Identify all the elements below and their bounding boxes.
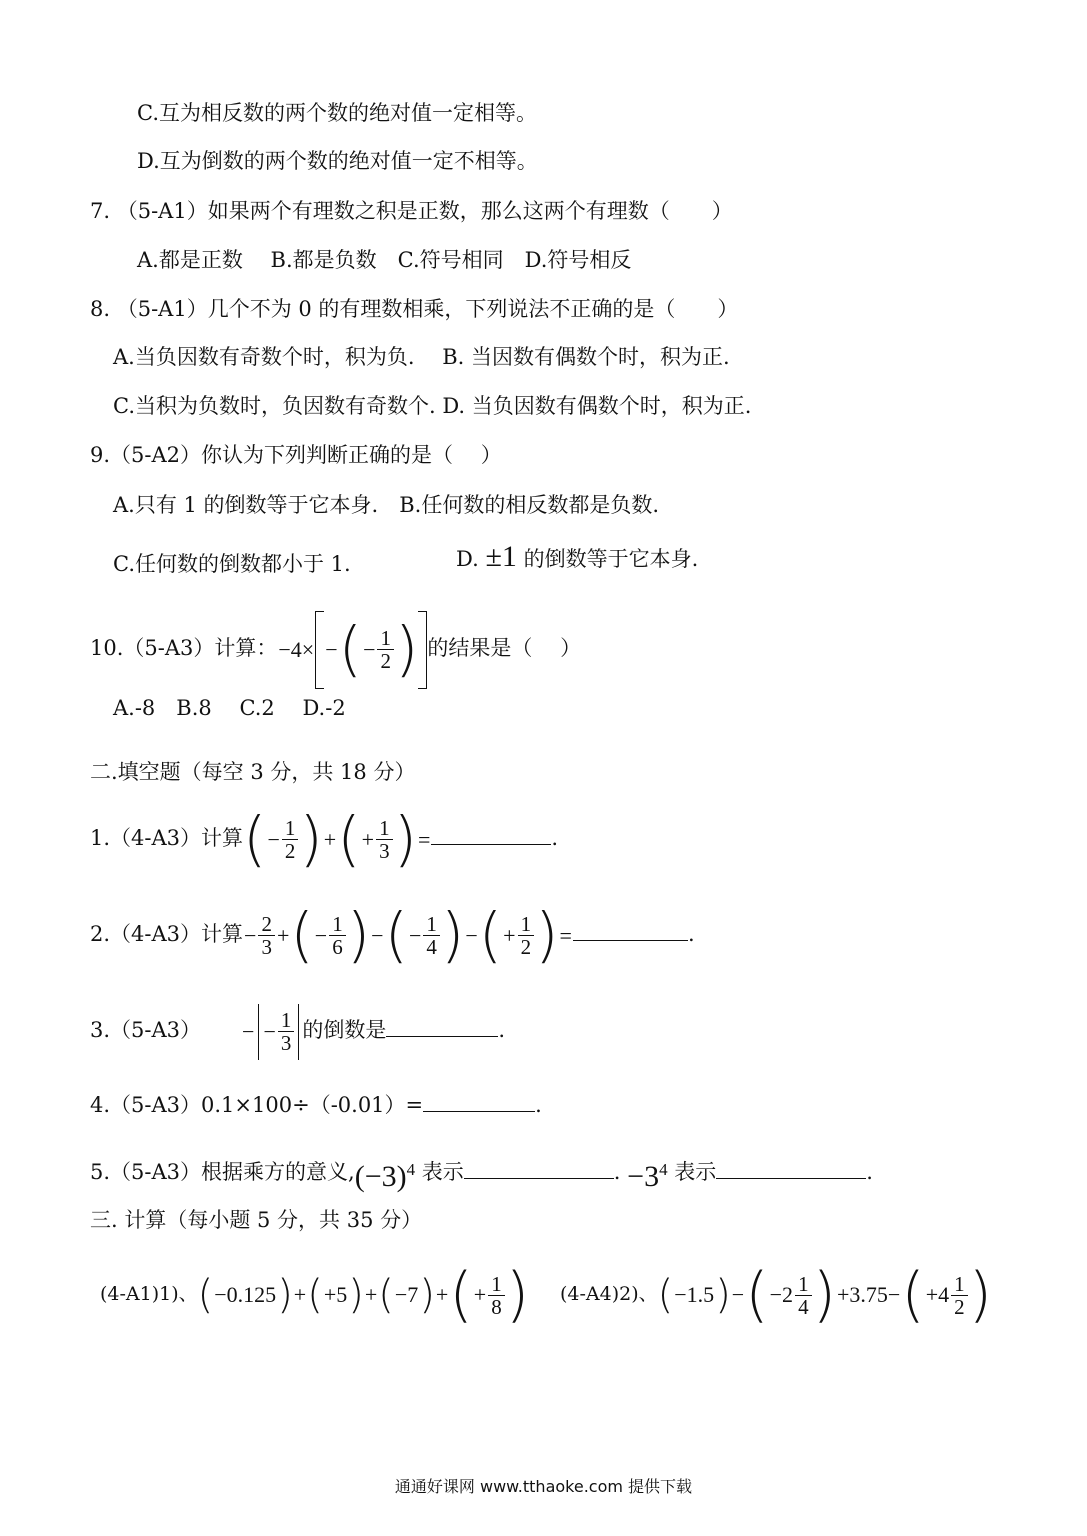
fill-2-label: 2.（4-A3）计算 <box>90 922 244 946</box>
q10-suffix: 的结果是（ ） <box>427 636 582 660</box>
fill-1-blank[interactable] <box>431 844 551 845</box>
paren: ) <box>393 804 417 875</box>
fraction: $\frac{2}{3}$ <box>258 913 275 958</box>
fraction: $\frac{1}{2}$ <box>951 1273 968 1318</box>
fraction: $\frac{1}{2}$ <box>282 817 299 862</box>
fill-3: 3.（5-A3） − − $\frac{1}{3}$ 的倒数是 . <box>90 998 505 1062</box>
abs-bar-left <box>258 1004 259 1060</box>
fill-5: 5.（5-A3）根据乘方的意义$,(-3)^4$ 表示 . $-3^4$ 表示 . <box>90 1160 873 1193</box>
fill-3-label: 3.（5-A3） <box>90 1018 202 1042</box>
q9-d-label: D. <box>456 547 479 571</box>
q9-d-symbol: ±1 <box>485 540 517 573</box>
paren: ( <box>243 804 267 875</box>
q10-left-paren: ( <box>338 614 363 685</box>
q8-stem: 8. （5-A1）几个不为 0 的有理数相乘，下列说法不正确的是（ ） <box>90 297 739 321</box>
q10-minus: − <box>325 636 338 662</box>
calc-2: (4-A4)2)、(−1.5)−(−2 $\frac{1}{4}$ )+3.75−(+4 $\frac{1}{2}$ ) <box>560 1260 993 1330</box>
calc-2-label: (4-A4)2)、 <box>560 1283 658 1305</box>
fraction: $\frac{1}{4}$ <box>423 913 440 958</box>
q8-options-cd: C.当积为负数时，负因数有奇数个. D. 当负因数有偶数个时，积为正. <box>113 394 752 418</box>
q7-stem: 7. （5-A1）如果两个有理数之积是正数，那么这两个有理数（ ） <box>90 199 733 223</box>
section-3-heading: 三. 计算（每小题 5 分，共 35 分） <box>90 1208 423 1232</box>
q10-left-bracket <box>315 611 324 689</box>
q6-option-c: C.互为相反数的两个数的绝对值一定相等。 <box>137 101 537 125</box>
fill-2: 2.（4-A3）计算− $\frac{2}{3}$ +(− $\frac{1}{6}$ )−(− $\frac{1}{4}$ )−(+ $\frac{1}{2}$ )= . <box>90 900 695 971</box>
q10-right-paren: ) <box>394 614 419 685</box>
q9-stem: 9.（5-A2）你认为下列判断正确的是（ ） <box>90 443 502 467</box>
q9-option-d <box>456 542 698 574</box>
paren: ) <box>299 804 323 875</box>
paren: ( <box>337 804 361 875</box>
fill-5-blank-a[interactable] <box>464 1178 614 1179</box>
fill-4-blank[interactable] <box>423 1111 535 1112</box>
fraction: $\frac{1}{6}$ <box>329 913 346 958</box>
fill-3-text: 的倒数是 <box>302 1018 387 1042</box>
q10-minus-inner: − <box>363 636 376 662</box>
q9-option-c: C.任何数的倒数都小于 1. <box>113 552 351 576</box>
fill-1-label: 1.（4-A3）计算 <box>90 826 244 850</box>
fraction: $\frac{1}{2}$ <box>518 913 535 958</box>
fill-3-blank[interactable] <box>386 1036 498 1037</box>
section-2-heading: 二.填空题（每空 3 分，共 18 分） <box>90 760 416 784</box>
q10-label: 10.（5-A3）计算： <box>90 636 278 660</box>
calc-1-label: (4-A1)1)、 <box>100 1283 198 1305</box>
q7-options: A.都是正数 B.都是负数 C.符号相同 D.符号相反 <box>137 248 632 272</box>
fill-4-text: 4.（5-A3）0.1×100÷（-0.01）= <box>90 1093 424 1117</box>
q6-option-d: D.互为倒数的两个数的绝对值一定不相等。 <box>137 149 538 173</box>
calc-1: (4-A1)1)、(−0.125)+(+5)+(−7)+(+ $\frac{1}{8}$ ) <box>100 1260 530 1330</box>
q10-options: A.-8 B.8 C.2 D.-2 <box>113 696 346 720</box>
fill-5-label: 5.（5-A3）根据乘方的意义, <box>90 1160 355 1184</box>
fill-4: 4.（5-A3）0.1×100÷（-0.01）= . <box>90 1093 542 1117</box>
abs-bar-right <box>298 1004 299 1060</box>
footer-source: 通通好课网 www.tthaoke.com 提供下载 <box>394 1477 693 1496</box>
fraction: $\frac{1}{3}$ <box>376 817 393 862</box>
q10-stem <box>90 608 581 688</box>
fill-5-blank-b[interactable] <box>716 1178 866 1179</box>
fill-5-text-a: 表示 <box>421 1160 464 1184</box>
fraction: $\frac{1}{8}$ <box>488 1273 505 1318</box>
fraction: $\frac{1}{3}$ <box>278 1009 295 1054</box>
fraction: $\frac{1}{4}$ <box>795 1273 812 1318</box>
fill-1: 1.（4-A3）计算(− $\frac{1}{2}$ )+(+ $\frac{1}{3}$ )= . <box>90 804 559 875</box>
q9-d-text: 的倒数等于它本身. <box>523 547 699 571</box>
q10-expr-minus4: −4× <box>278 636 315 662</box>
q8-options-ab: A.当负因数有奇数个时，积为负. B. 当因数有偶数个时，积为正. <box>113 345 730 369</box>
fill-2-blank[interactable] <box>573 940 688 941</box>
q10-fraction: $\frac{1}{2}$ <box>377 627 394 672</box>
q9-options-ab: A.只有 1 的倒数等于它本身. B.任何数的相反数都是负数. <box>113 493 660 517</box>
fill-5-text-b: 表示 <box>674 1160 717 1184</box>
